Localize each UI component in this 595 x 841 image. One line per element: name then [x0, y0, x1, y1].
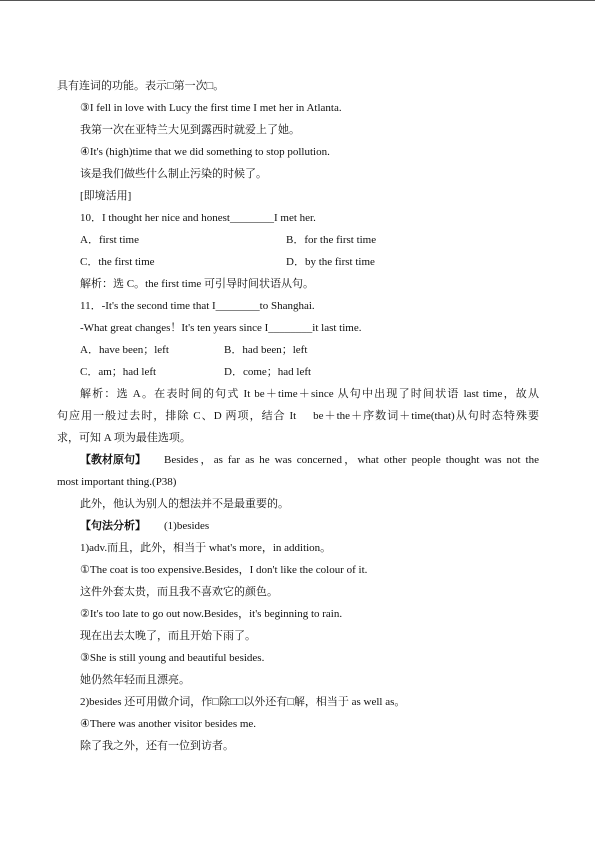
syntax-analysis-topic: (1)besides [164, 520, 210, 532]
example-sentence: ③She is still young and beautiful besides. [80, 652, 265, 664]
option-d: D．come；had left [224, 366, 312, 378]
option-c: C．the first time [80, 256, 155, 268]
example-sentence: ④It's (high)time that we did something to stop pollution. [80, 146, 330, 158]
usage-note: 2)besides 还可用做介词，作□除□□以外还有□解，相当于 as well as。 [80, 696, 406, 708]
example-sentence: ④There was another visitor besides me. [80, 718, 257, 730]
option-a: A．first time [80, 234, 139, 246]
example-sentence: ①The coat is too expensive.Besides，I don't like the colour of it. [80, 564, 368, 576]
text-line: 具有连词的功能。表示□第一次□。 [57, 80, 225, 92]
option-b: B．had been；left [224, 344, 308, 356]
option-a: A．have been；left [80, 344, 169, 356]
translation-line: 除了我之外，还有一位到访者。 [80, 740, 234, 752]
section-heading: [即境活用] [80, 190, 132, 202]
option-b: B．for the first time [286, 234, 377, 246]
textbook-original-label: 【教材原句】 [80, 454, 146, 466]
translation-line: 我第一次在亚特兰大见到露西时就爱上了她。 [80, 124, 300, 136]
translation-line: 这件外套太贵，而且我不喜欢它的颜色。 [80, 586, 278, 598]
example-sentence: ②It's too late to go out now.Besides，it's beginning to rain. [80, 608, 343, 620]
question-11-dialogue: -What great changes！It's ten years since I________it last time. [80, 322, 362, 334]
answer-analysis: 解析：选 A。在表时间的句式 It be＋time＋since 从句中出现了时间状语 last time，故从 [80, 388, 539, 400]
usage-note: 1)adv.而且，此外，相当于 what's more，in addition。 [80, 542, 332, 554]
translation-line: 现在出去太晚了，而且开始下雨了。 [80, 630, 256, 642]
question-11: 11．-It's the second time that I________to Shanghai. [80, 300, 315, 312]
answer-analysis: 句应用一般过去时，排除 C、D 两项，结合 It be＋the＋序数词＋time(that)从句时态特殊要 [57, 410, 539, 422]
translation-line: 该是我们做些什么制止污染的时候了。 [80, 168, 267, 180]
option-d: D．by the first time [286, 256, 375, 268]
textbook-original-sentence: Besides，as far as he was concerned，what other people thought was not the [164, 454, 539, 466]
option-c: C．am；had left [80, 366, 157, 378]
translation-line: 她仍然年轻而且漂亮。 [80, 674, 190, 686]
answer-analysis: 解析：选 C。the first time 可引导时间状语从句。 [80, 278, 315, 290]
example-sentence: ③I fell in love with Lucy the first time I met her in Atlanta. [80, 102, 342, 114]
textbook-original-sentence: most important thing.(P38) [57, 476, 177, 488]
translation-line: 此外，他认为别人的想法并不是最重要的。 [80, 498, 289, 510]
syntax-analysis-label: 【句法分析】 [80, 520, 146, 532]
question-10: 10．I thought her nice and honest________I met her. [80, 212, 316, 224]
page-top-rule [0, 0, 595, 1]
answer-analysis: 求，可知 A 项为最佳选项。 [57, 432, 191, 444]
